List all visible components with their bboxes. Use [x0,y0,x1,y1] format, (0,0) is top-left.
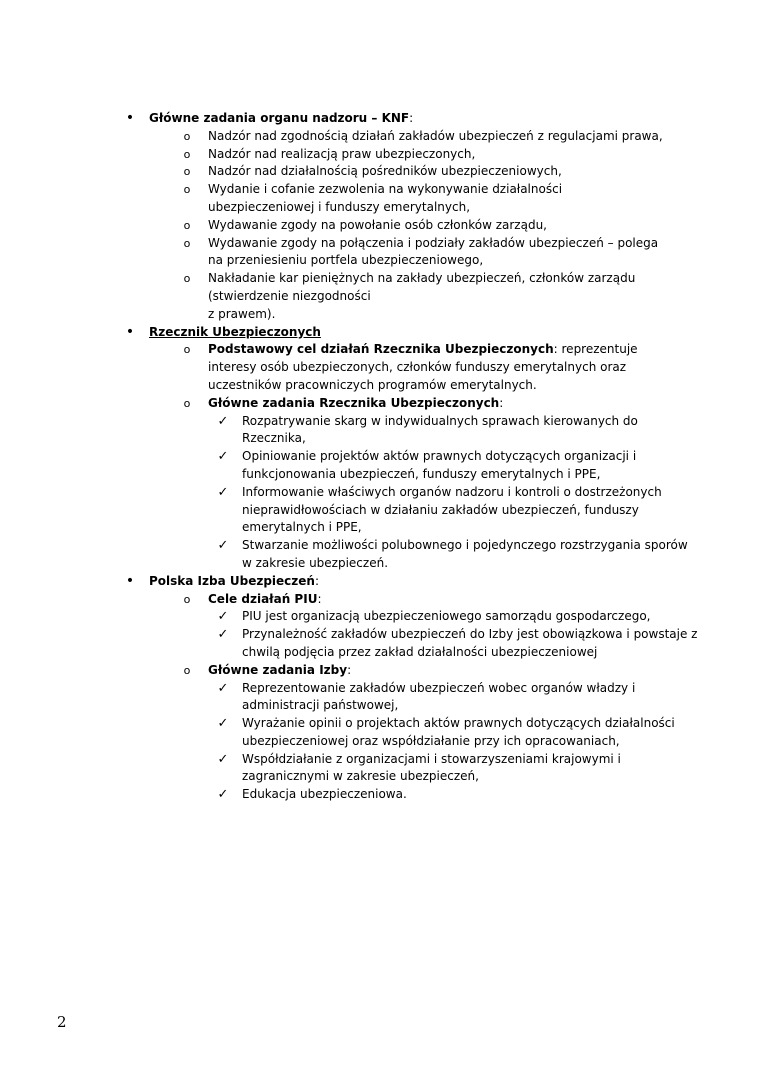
page-number: 2 [57,1013,67,1031]
circle-bullet-icon: o [183,165,191,179]
section-rzecznik [0,324,760,342]
knf-item: Wydawanie zgody na powołanie osób członków zarządu, [208,217,547,232]
section-piu: • Polska Izba Ubezpieczeń: [125,572,319,589]
knf-item-continued: z prawem). [208,306,276,321]
check-icon: ✓ [217,538,229,554]
piu-task: Wyrażanie opinii o projektach aktów prawnych dotyczących działalności ubezpieczeniowej oraz współdziałanie przy ich opracowaniach, [242,716,675,748]
list-item [0,181,760,217]
piu-task: Współdziałanie z organizacjami i stowarzyszeniami krajowymi i zagranicznymi w zakresie ubezpieczeń, [242,751,621,784]
piu-goal: PIU jest organizacją ubezpieczeniowego samorządu gospodarczego, [242,609,651,624]
check-icon: ✓ [217,751,229,767]
piu-task: Reprezentowanie zakładów ubezpieczeń wobec organów władzy i administracji państwowej, [242,680,636,713]
piu-tasks-label: Główne zadania Izby [208,662,348,677]
rzecznik-task: Stwarzanie możliwości polubownego i pojedynczego rozstrzygania sporów w zakresie ubezpieczeń. [242,538,688,570]
bullet-icon: • [125,110,135,126]
rzecznik-task: Informowanie właściwych organów nadzoru i kontroli o dostrzeżonych nieprawidłowościach w działaniu zakładów ubezpieczeń, funduszy emerytalnych i PPE, [242,484,662,535]
check-icon: ✓ [217,413,229,429]
rzecznik-task: Opiniowanie projektów aktów prawnych dotyczących organizacji i funkcjonowania ubezpieczeń, funduszy emerytalnych i PPE, [242,449,637,481]
circle-bullet-icon: o [183,147,191,161]
circle-bullet-icon: o [183,183,191,197]
main-list [0,110,760,804]
piu-title: Polska Izba Ubezpieczeń [149,573,315,588]
check-icon: ✓ [217,609,229,625]
list-item [0,217,760,235]
list-item [0,448,760,484]
list-item: o Cele działań PIU: [0,591,760,609]
circle-bullet-icon: o [183,663,191,677]
piu-goals-label: Cele działań PIU [208,591,318,606]
circle-bullet-icon: o [183,272,191,286]
list-item [0,128,760,146]
list-item [0,484,760,537]
knf-item: Nadzór nad zgodnością działań zakładów ubezpieczeń z regulacjami prawa, [208,128,663,143]
list-item [0,786,760,804]
knf-item: Wydanie i cofanie zezwolenia na wykonywanie działalności ubezpieczeniowej i funduszy emerytalnych, [208,182,563,214]
list-item [0,680,760,716]
rzecznik-goal-label: Podstawowy cel działań Rzecznika Ubezpieczonych [208,342,554,357]
circle-bullet-icon: o [183,236,191,250]
bullet-icon: • [125,572,135,589]
rzecznik-tasks-label: Główne zadania Rzecznika Ubezpieczonych [208,395,500,410]
check-icon: ✓ [217,627,229,643]
list-item: o Główne zadania Rzecznika Ubezpieczonych: [0,395,760,413]
bullet-icon: • [125,323,135,340]
list-item [0,235,760,271]
knf-item: Nadzór nad realizacją praw ubezpieczonych, [208,146,476,161]
knf-title: Główne zadania organu nadzoru – KNF [149,111,410,125]
check-icon: ✓ [217,680,229,696]
list-item [0,163,760,181]
list-item [0,146,760,164]
list-item [0,413,760,449]
list-item [0,751,760,787]
check-icon: ✓ [217,716,229,732]
list-item [0,626,760,662]
rzecznik-goal-text: : reprezentuje interesy osób ubezpieczonych, członków funduszy emerytalnych oraz uczestników pracowniczych programów emerytalnych. [208,342,638,392]
piu-task: Edukacja ubezpieczeniowa. [242,787,407,802]
knf-item: Nakładanie kar pieniężnych na zakłady ubezpieczeń, członków zarządu (stwierdzenie niezgodności [208,271,636,303]
list-item [0,341,760,394]
check-icon: ✓ [217,484,229,500]
rzecznik-task: Rozpatrywanie skarg w indywidualnych sprawach kierowanych do Rzecznika, [242,413,638,446]
circle-bullet-icon: o [183,343,191,357]
piu-goal: Przynależność zakładów ubezpieczeń do Izby jest obowiązkowa i powstaje z chwilą podjęcia przez zakład działalności ubezpieczeniowej [242,627,698,659]
section-knf: • Główne zadania organu nadzoru – KNF: [125,110,414,126]
circle-bullet-icon: o [183,592,191,606]
list-item: o Główne zadania Izby: [0,662,760,680]
list-item [0,715,760,751]
knf-item: Nadzór nad działalnością pośredników ubezpieczeniowych, [208,164,562,179]
list-item [0,537,760,573]
circle-bullet-icon: o [183,129,191,143]
list-item [0,608,760,626]
rzecznik-title: Rzecznik Ubezpieczonych [149,324,321,339]
check-icon: ✓ [217,787,229,803]
list-item [0,270,760,323]
circle-bullet-icon: o [183,218,191,232]
knf-item: Wydawanie zgody na połączenia i podziały zakładów ubezpieczeń – polega na przeniesieniu portfela ubezpieczeniowego, [208,235,659,268]
circle-bullet-icon: o [183,396,191,410]
check-icon: ✓ [217,449,229,465]
